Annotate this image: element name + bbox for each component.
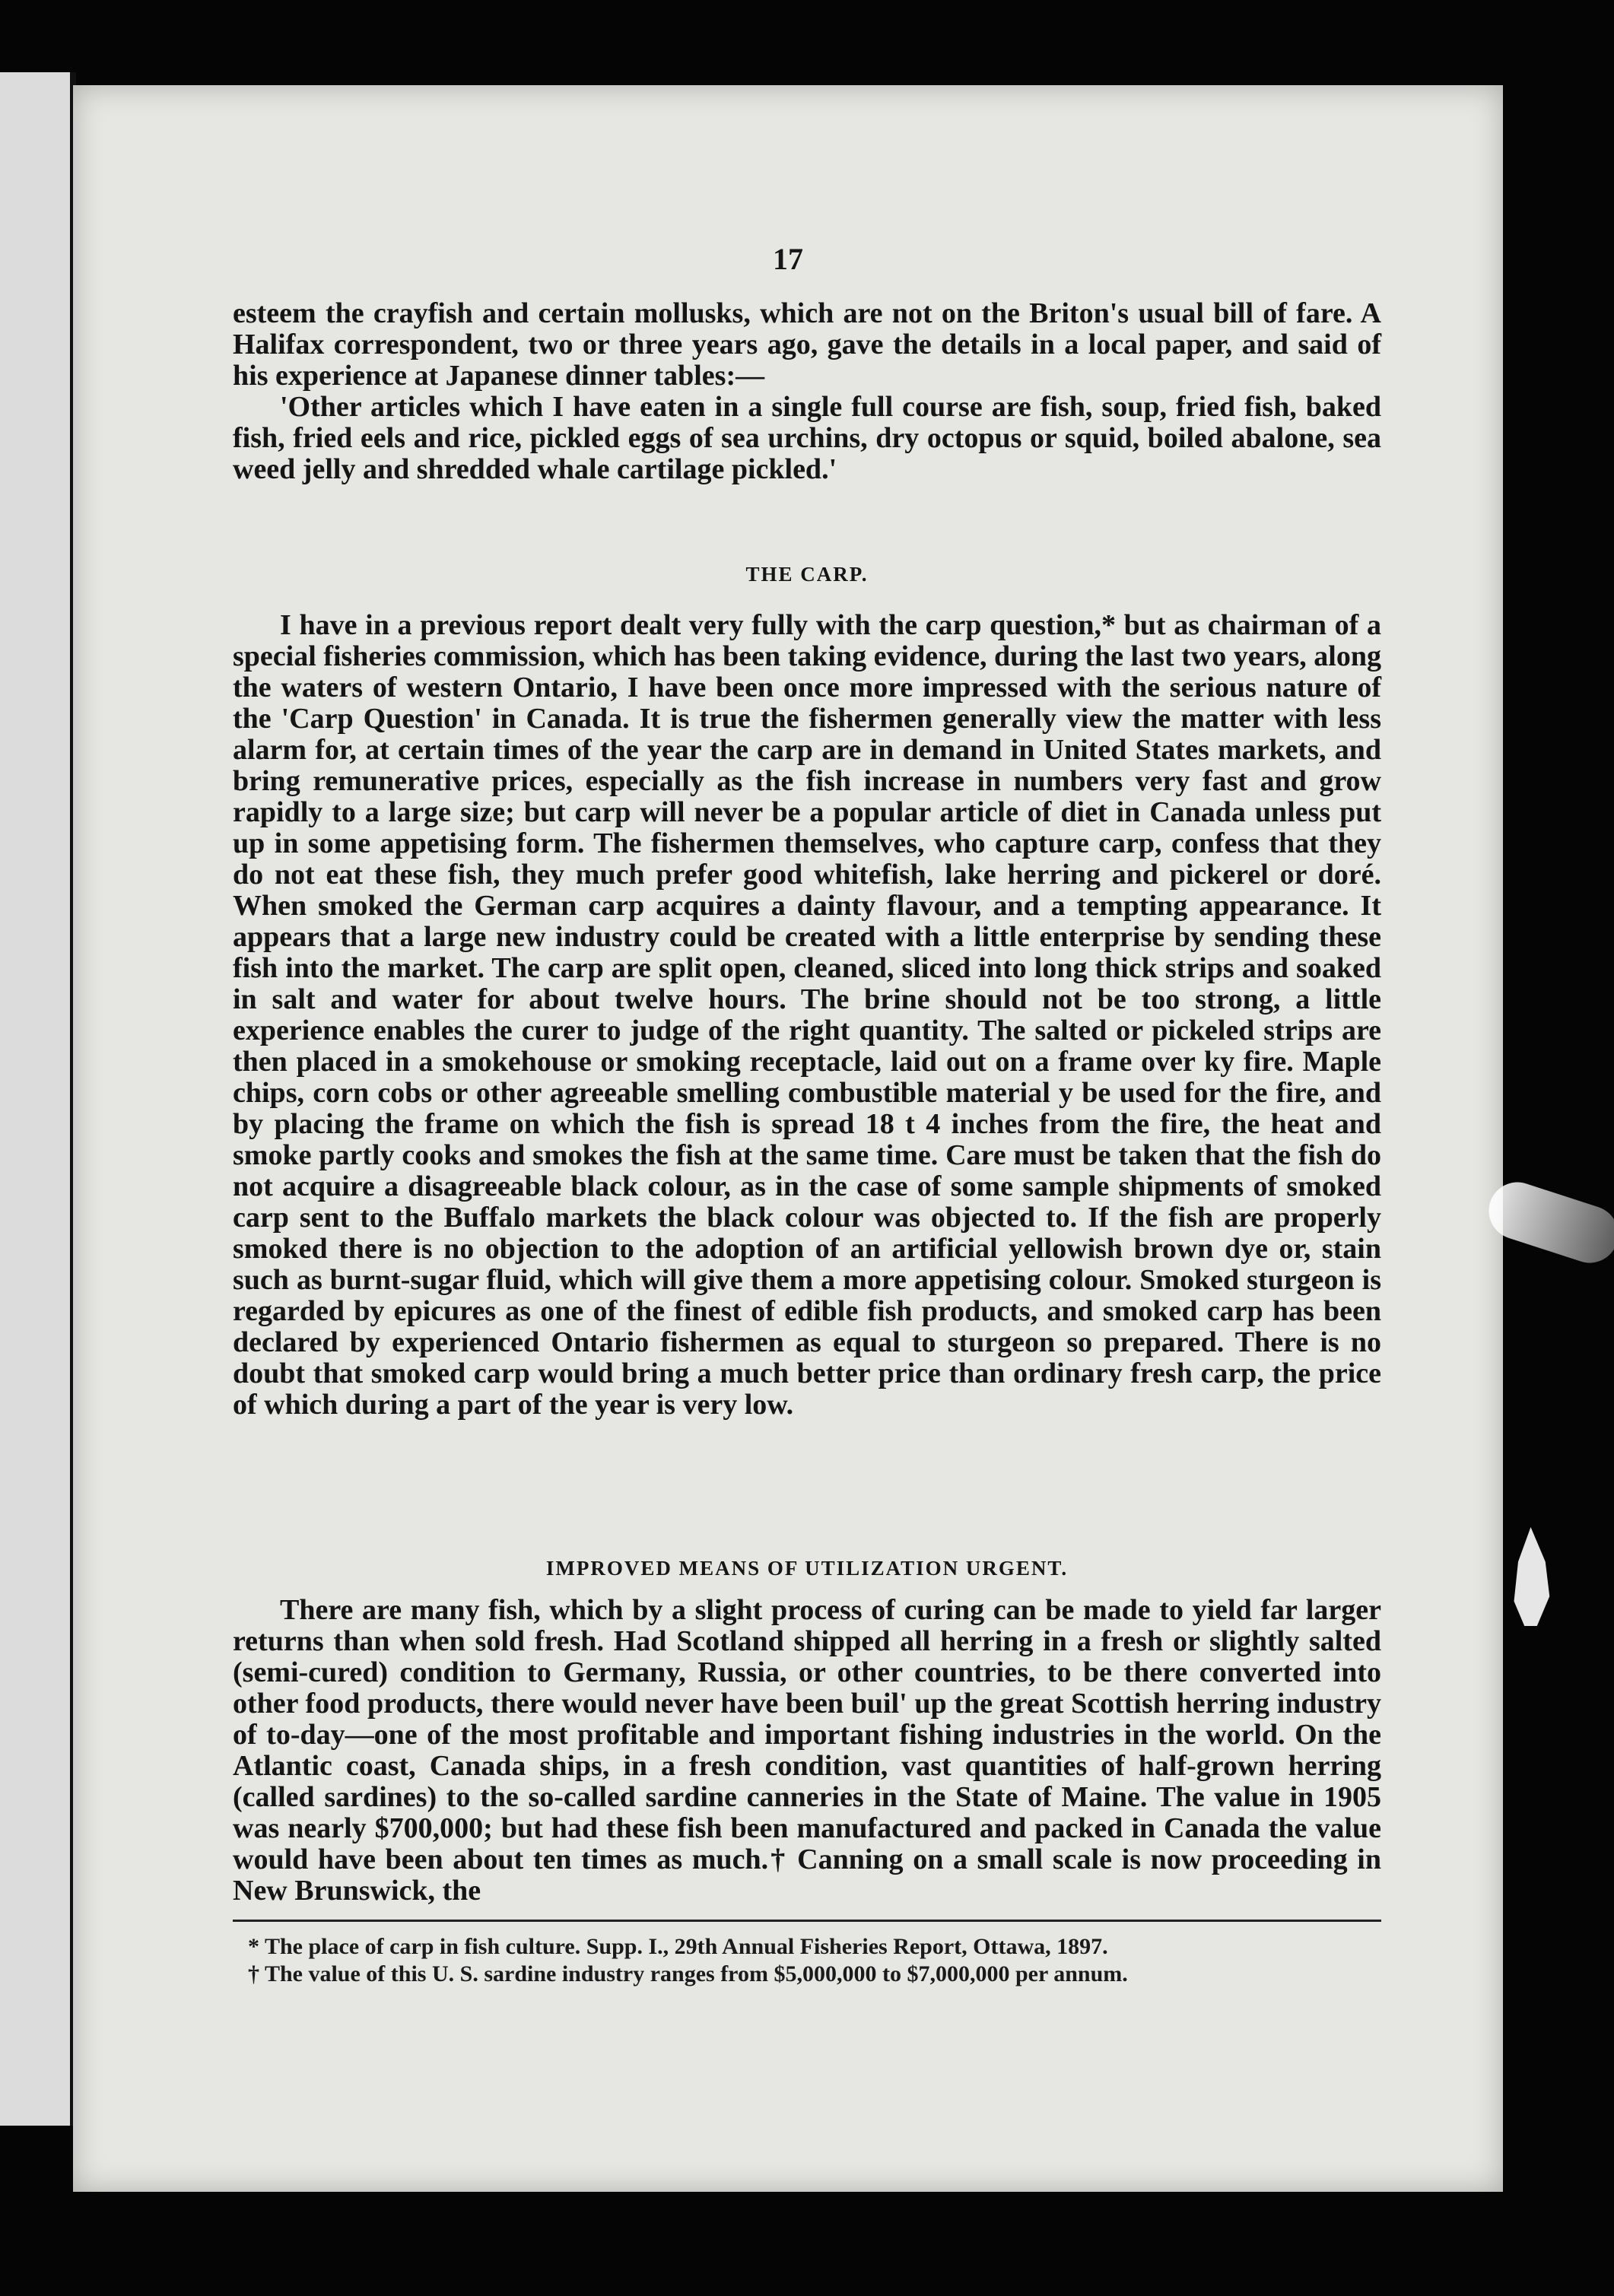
carp-section <box>233 610 1381 1421</box>
left-page-edge <box>0 72 76 2126</box>
quoted-paragraph: 'Other articles which I have eaten in a single full course are fish, soup, fried fish, baked fish, fried eels and rice, pickled eggs of sea urchins, dry octopus or squid, boiled abalone, sea weed jelly and shredded whale cartilage pickled.' <box>233 391 1381 485</box>
utilization-section <box>233 1595 1381 1907</box>
film-smudge <box>1510 1527 1552 1626</box>
page-number: 17 <box>773 242 803 276</box>
footnote-divider <box>233 1920 1381 1922</box>
section-heading-carp: THE CARP. <box>745 563 869 586</box>
utilization-paragraph: There are many fish, which by a slight process of curing can be made to yield far larger returns than when sold fresh. Had Scotland shipped all herring in a fresh or slightly salted (semi-cured) condition to Germany, Russia, or other countries, to be there converted into other food products, there would never have been buil' up the great Scottish herring industry of to-day—one of the most profitable and important fishing industries in the world. On the Atlantic coast, Canada ships, in a fresh condition, vast quantities of half-grown herring (called sardines) to the so-called sardine canneries in the State of Maine. The value in 1905 was nearly $700,000; but had these fish been manufactured and packed in Canada the value would have been about ten times as much.† Canning on a small scale is now proceeding in New Brunswick, the <box>233 1594 1381 1907</box>
intro-paragraph: esteem the crayfish and certain mollusks, which are not on the Briton's usual bill of fare. A Halifax correspondent, two or three years ago, gave the details in a local paper, and said of his experience at Japanese dinner tables:— <box>233 297 1381 392</box>
document-page <box>73 85 1503 2192</box>
carp-paragraph: I have in a previous report dealt very fully with the carp question,* but as chairman of a special fisheries commission, which has been taking evidence, during the last two years, along the waters of western Ontario, I have been once more impressed with the serious nature of the 'Carp Question' in Canada. It is true the fishermen generally view the matter with less alarm for, at certain times of the year the carp are in demand in United States markets, and bring remunerative prices, especially as the fish increase in numbers very fast and grow rapidly to a large size; but carp will never be a popular article of diet in Canada unless put up in some appetising form. The fishermen themselves, who capture carp, confess that they do not eat these fish, they much prefer good whitefish, lake herring and pickerel or doré. When smoked the German carp acquires a dainty flavour, and a tempting appearance. It appears that a large new industry could be created with a little enterprise by sending these fish into the market. The carp are split open, cleaned, sliced into long thick strips and soaked in salt and water for about twelve hours. The brine should not be too strong, a little experience enables the curer to judge of the right quantity. The salted or pickeled strips are then placed in a smokehouse or smoking receptacle, laid out on a frame over ky fire. Maple chips, corn cobs or other agreeable smelling combustible material y be used for the fire, and by placing the frame on which the fish is spread 18 t 4 inches from the fire, the heat and smoke partly cooks and smokes the fish at the same time. Care must be taken that the fish do not acquire a disagreeable black colour, as in the case of some sample shipments of smoked carp sent to the Buffalo markets the black colour was objected to. If the fish are properly smoked there is no objection to the adoption of an artificial yellowish brown dye or, stain such as burnt-sugar fluid, which will give them a more appetising colour. Smoked sturgeon is regarded by epicures as one of the finest of edible fish products, and smoked carp has been declared by experienced Ontario fishermen as equal to sturgeon so prepared. There is no doubt that smoked carp would bring a much better price than ordinary fresh carp, the price of which during a part of the year is very low. <box>233 609 1381 1421</box>
footnote-asterisk: * The place of carp in fish culture. Supp. I., 29th Annual Fisheries Report, Ottawa, 1897. <box>248 1934 1108 1959</box>
section-heading-utilization: IMPROVED MEANS OF UTILIZATION URGENT. <box>545 1557 1069 1580</box>
footnotes <box>248 1933 1381 1988</box>
footnote-dagger: † The value of this U. S. sardine industry ranges from $5,000,000 to $7,000,000 per annum. <box>248 1961 1128 1986</box>
intro-section <box>233 298 1381 485</box>
